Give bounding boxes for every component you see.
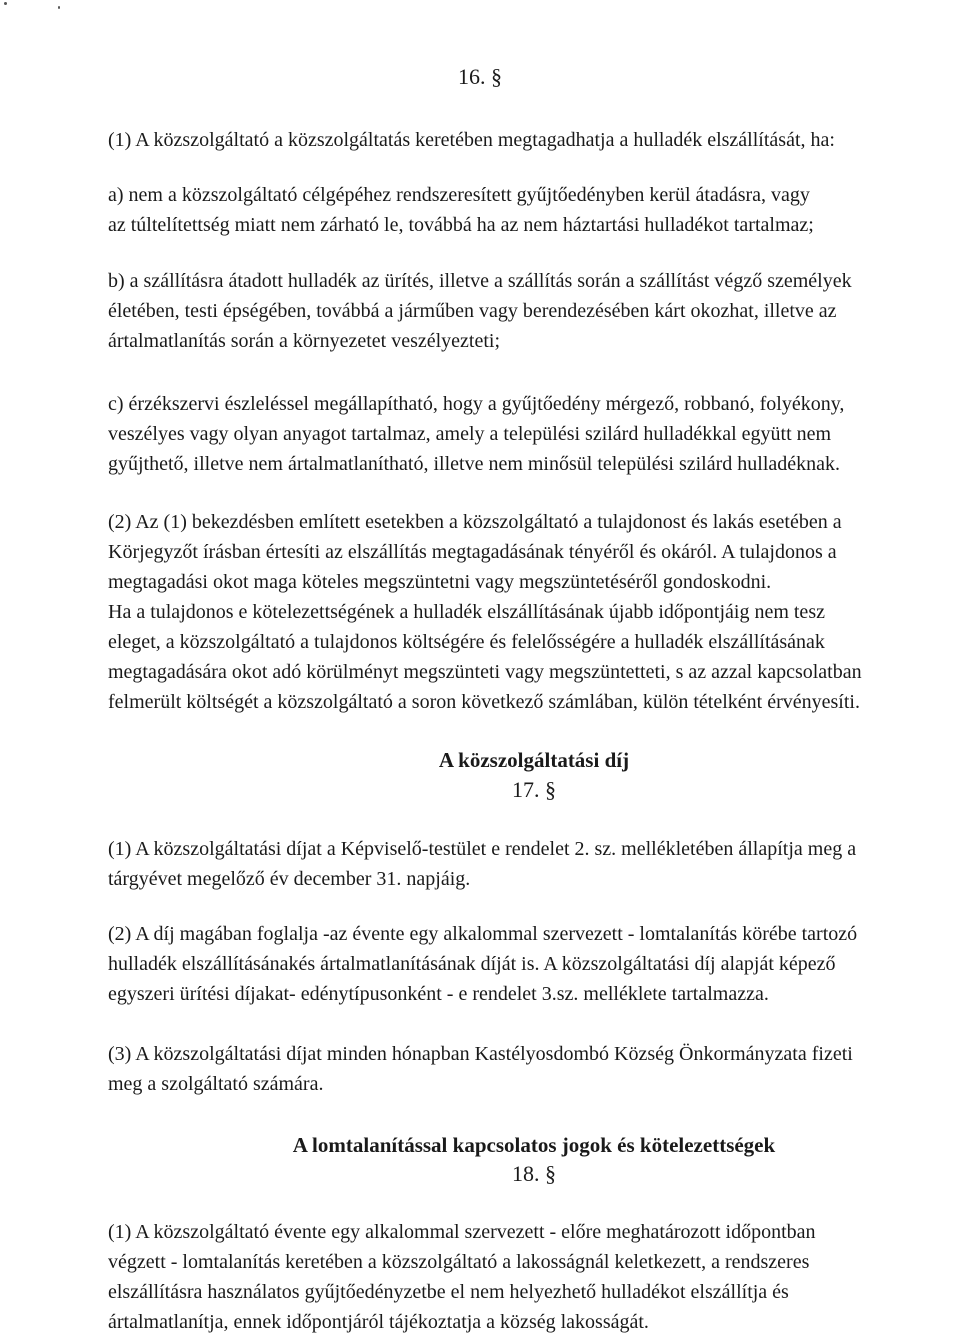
text-line: hulladék elszállításánakés ártalmatlanításának díját is. A közszolgáltatási díj alapját képező	[108, 953, 836, 975]
section-16-number: 16. §	[458, 64, 502, 89]
text-line: gyűjthető, illetve nem ártalmatlanítható, illetve nem minősül települési szilárd hulladéknak.	[108, 453, 841, 475]
section-17-number: 17. §	[512, 777, 556, 802]
text-line: megtagadására okot adó körülményt megszünteti vagy megszüntetteti, s az azzal kapcsolatban	[108, 661, 862, 683]
text-line: ártalmatlanítás során a környezetet veszélyezteti;	[108, 330, 501, 352]
text-line: (1) A közszolgáltatási díjat a Képviselő-testület e rendelet 2. sz. mellékletében állapítja meg a	[108, 838, 857, 860]
text-line: életében, testi épségében, továbbá a járműben vagy berendezésében kárt okozhat, illetve az	[108, 300, 837, 322]
text-line: felmerült költségét a közszolgáltató a soron következő számlában, külön tételként érvényesíti.	[108, 691, 860, 713]
section-17-paragraph-2	[108, 919, 958, 1009]
text-line: veszélyes vagy olyan anyagot tartalmaz, amely a települési szilárd hulladékkal együtt nem	[108, 423, 832, 445]
text-line: (2) Az (1) bekezdésben említett esetekben a közszolgáltató a tulajdonost és lakás esetében a	[108, 511, 842, 533]
text-line: tárgyévet megelőző év december 31. napjáig.	[108, 868, 471, 890]
text-line: meg a szolgáltató számára.	[108, 1073, 324, 1095]
section-16-point-a	[108, 180, 958, 240]
section-17-paragraph-3	[108, 1039, 958, 1099]
section-18-number: 18. §	[512, 1161, 556, 1186]
text-line: (1) A közszolgáltató évente egy alkalommal szervezett - előre meghatározott időpontban	[108, 1221, 816, 1243]
text-line: c) érzékszervi észleléssel megállapítható, hogy a gyűjtőedény mérgező, robbanó, folyékony,	[108, 393, 845, 415]
text-line: Körjegyzőt írásban értesíti az elszállítás megtagadásának tényéről és okáról. A tulajdonos a	[108, 541, 837, 563]
section-16-paragraph-1	[108, 125, 958, 155]
text-line: megtagadási okot maga köteles megszüntetni vagy megszüntetéséről gondoskodni.	[108, 571, 772, 593]
scan-speck	[58, 6, 60, 9]
text-line: az túltelítettség miatt nem zárható le, továbbá ha az nem háztartási hulladékot tartalmaz;	[108, 214, 814, 236]
section-17-title: A közszolgáltatási díj	[438, 748, 630, 772]
text-line: (2) A díj magában foglalja -az évente egy alkalommal szervezett - lomtalanítás körébe tartozó	[108, 923, 858, 945]
text-line: b) a szállításra átadott hulladék az ürítés, illetve a szállítás során a szállítást végző személyek	[108, 270, 852, 292]
section-18-title: A lomtalanítással kapcsolatos jogok és kötelezettségek	[292, 1133, 776, 1157]
text-line: végzett - lomtalanítás keretében a közszolgáltató a lakosságnál keletkezett, a rendszeres	[108, 1251, 810, 1273]
section-17-paragraph-1	[108, 834, 958, 894]
section-16-point-b	[108, 266, 958, 356]
section-16-point-c	[108, 389, 958, 479]
text-line: Ha a tulajdonos e kötelezettségének a hulladék elszállításának újabb időpontjáig nem tesz	[108, 601, 825, 623]
section-16-paragraph-2	[108, 507, 958, 717]
text-line: eleget, a közszolgáltató a tulajdonos költségére és felelősségére a hulladék elszállításának	[108, 631, 825, 653]
scan-speck	[4, 2, 7, 5]
text-line: (3) A közszolgáltatási díjat minden hónapban Kastélyosdombó Község Önkormányzata fizeti	[108, 1043, 853, 1065]
text-line: a) nem a közszolgáltató célgépéhez rendszeresített gyűjtőedényben kerül átadásra, vagy	[108, 184, 810, 206]
text-line: elszállításra használatos gyűjtőedényzetbe el nem helyezhető hulladékot elszállítja és	[108, 1281, 789, 1303]
text-line: ártalmatlanítja, ennek időpontjáról tájékoztatja a község lakosságát.	[108, 1311, 649, 1333]
text-line: egyszeri ürítési díjakat- edénytípusonként - e rendelet 3.sz. melléklete tartalmazza.	[108, 983, 769, 1005]
section-18-paragraph-1	[108, 1217, 958, 1337]
text-line: (1) A közszolgáltató a közszolgáltatás keretében megtagadhatja a hulladék elszállítását, ha:	[108, 129, 835, 151]
